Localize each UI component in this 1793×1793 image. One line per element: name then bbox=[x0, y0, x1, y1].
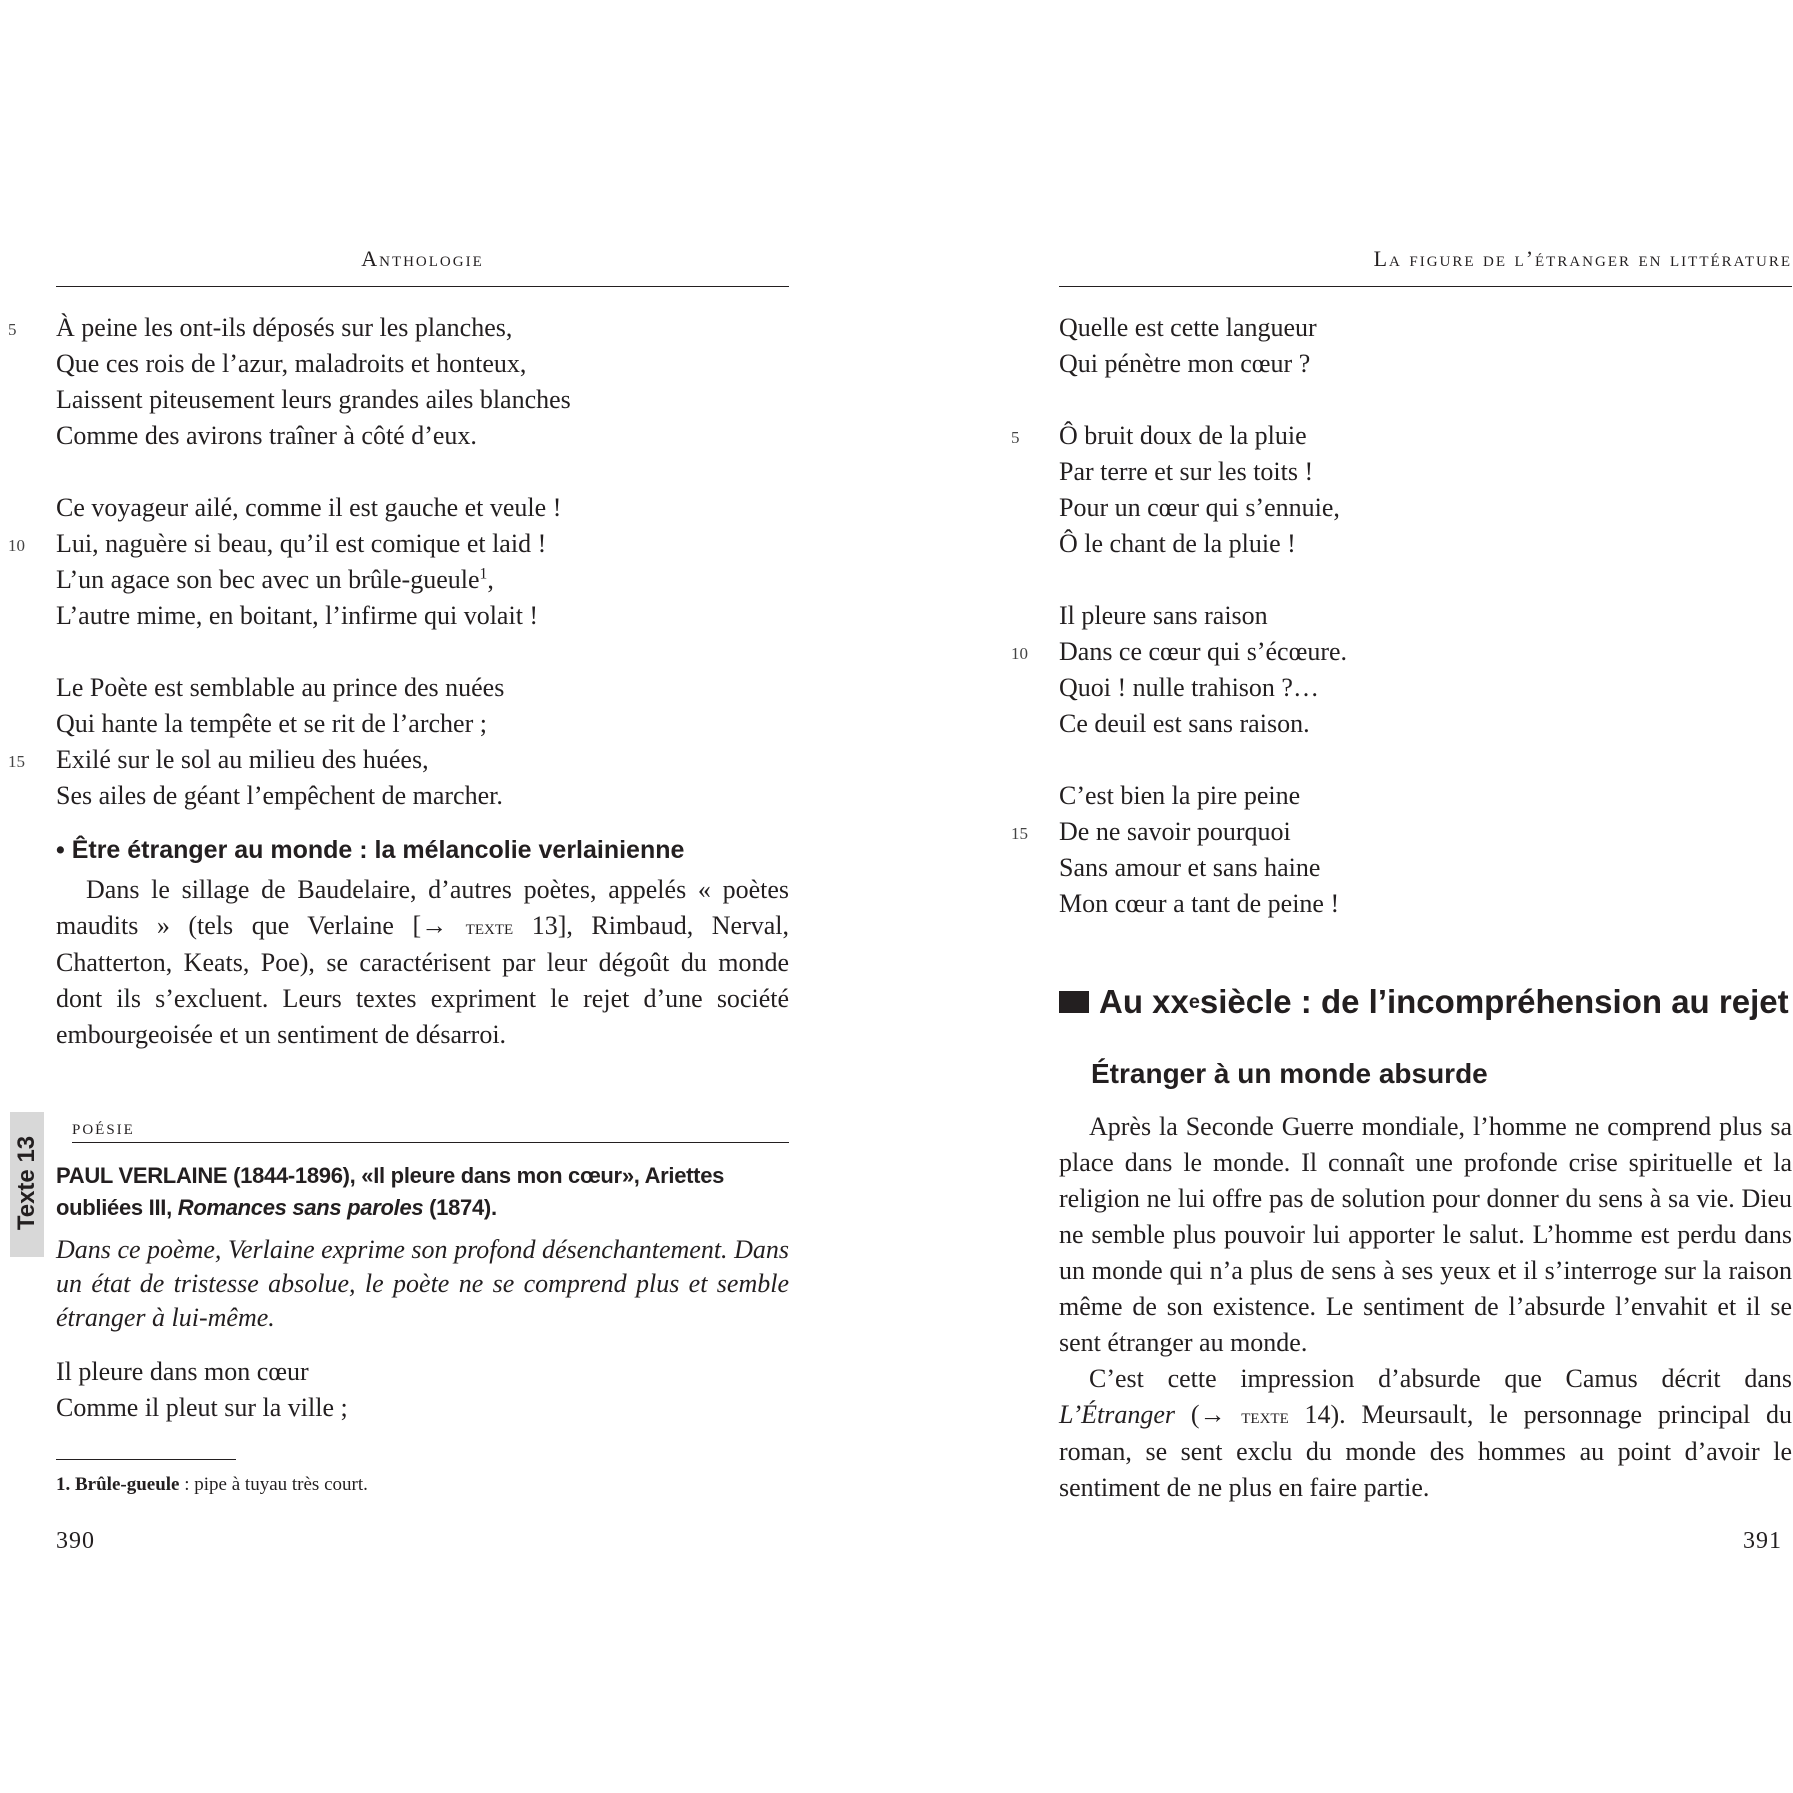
verse-line: C’est bien la pire peine bbox=[1059, 781, 1301, 810]
verse-line: Qui pénètre mon cœur ? bbox=[1059, 349, 1311, 378]
verse-line: Laissent piteusement leurs grandes ailes blanches bbox=[56, 385, 571, 414]
verse-line: Ce voyageur ailé, comme il est gauche et veule ! bbox=[56, 493, 562, 522]
line-number: 15 bbox=[1011, 824, 1028, 843]
poem-opening bbox=[56, 1354, 348, 1426]
verse-line: Il pleure sans raison bbox=[1059, 601, 1268, 630]
poem-continuation bbox=[1011, 310, 1348, 922]
verse-line: Que ces rois de l’azur, maladroits et honteux, bbox=[56, 349, 527, 378]
running-head: Anthologie bbox=[56, 246, 789, 287]
genre-label: poésie bbox=[72, 1116, 789, 1143]
verse-line: Ce deuil est sans raison. bbox=[1059, 709, 1310, 738]
page-number: 390 bbox=[56, 1528, 95, 1554]
verse-line: Sans amour et sans haine bbox=[1059, 853, 1321, 882]
text-reference: PAUL VERLAINE (1844-1896), «Il pleure dans mon cœur», Ariettes oubliées III, Romances sans paroles (1874). bbox=[56, 1163, 725, 1220]
verse-line: Quoi ! nulle trahison ?… bbox=[1059, 673, 1319, 702]
verse-line: Le Poète est semblable au prince des nuées bbox=[56, 673, 505, 702]
verse-line: Mon cœur a tant de peine ! bbox=[1059, 889, 1340, 918]
verse-line: 5 À peine les ont-ils déposés sur les planches, bbox=[56, 310, 571, 346]
section-heading: Au xx e siècle : de l’incompréhension au rejet bbox=[1059, 983, 1789, 1021]
poem-stanzas bbox=[8, 310, 571, 814]
text-tab bbox=[10, 1112, 44, 1257]
body-text bbox=[1059, 1109, 1792, 1506]
running-head: La figure de l’étranger en littérature bbox=[1059, 246, 1792, 287]
verse-line: 15 Exilé sur le sol au milieu des huées, bbox=[56, 742, 571, 778]
line-number: 10 bbox=[8, 536, 25, 555]
footnote: 1. Brûle-gueule : pipe à tuyau très court. bbox=[56, 1474, 368, 1495]
text-tab-label: Texte 13 bbox=[13, 1135, 40, 1231]
verse-line: Quelle est cette langueur bbox=[1059, 313, 1317, 342]
verse-line: Ses ailes de géant l’empêchent de marcher. bbox=[56, 781, 503, 810]
body-paragraph: Après la Seconde Guerre mondiale, l’homme ne comprend plus sa place dans le monde. Il connaît une profonde crise spirituelle et la religion ne lui offre pas de solution pour donner du sens à sa vie. Dieu ne semble plus pouvoir lui apporter le salut. L’homme est perdu dans un monde qui n’a plus de sens à ses yeux et il s’interroge sur la raison même de son existence. Le sentiment de l’absurde l’envahit et il se sent étranger au monde. bbox=[1059, 1112, 1792, 1357]
body-paragraph: C’est cette impression d’absurde que Camus décrit dans L’Étranger (→ texte 14). Meursault, le personnage principal du roman, se sent exclu du monde des hommes au point d’avoir le sentiment de ne plus en faire partie. bbox=[1059, 1364, 1793, 1502]
verse-line: L’un agace son bec avec un brûle-gueule$^1$, bbox=[56, 565, 494, 594]
verse-line: Pour un cœur qui s’ennuie, bbox=[1059, 493, 1340, 522]
verse-line: Comme des avirons traîner à côté d’eux. bbox=[56, 421, 477, 450]
verse-line: 10 Dans ce cœur qui s’écœure. bbox=[1059, 634, 1347, 670]
line-number: 5 bbox=[8, 320, 17, 339]
page-number: 391 bbox=[1743, 1528, 1782, 1554]
right-page bbox=[1000, 0, 1793, 1793]
footnote-divider bbox=[56, 1459, 236, 1460]
body-paragraph: Dans le sillage de Baudelaire, d’autres poètes, appelés « poètes maudits » (tels que Verlaine [→ texte 13], Rimbaud, Nerval, Chatterton, Keats, Poe), se caractérisent par leur dégoût du monde dont ils s’excluent. Leurs textes expriment le rejet d’une société embourgeoisée et un sentiment de désarroi. bbox=[56, 875, 790, 1049]
text-introduction: Dans ce poème, Verlaine exprime son profond désenchantement. Dans un état de tristesse absolue, le poète ne se comprend plus et semble étranger à lui-même. bbox=[56, 1235, 789, 1332]
left-page bbox=[0, 0, 800, 1793]
verse-line: Il pleure dans mon cœur bbox=[56, 1357, 309, 1386]
square-bullet-icon bbox=[1059, 991, 1089, 1013]
line-number: 10 bbox=[1011, 644, 1028, 663]
verse-line: L’autre mime, en boitant, l’infirme qui volait ! bbox=[56, 601, 539, 630]
verse-line: 15 De ne savoir pourquoi bbox=[1059, 814, 1347, 850]
verse-line: 5 Ô bruit doux de la pluie bbox=[1059, 418, 1347, 454]
line-number: 15 bbox=[8, 752, 25, 771]
sub-heading: • Être étranger au monde : la mélancolie verlainienne bbox=[56, 836, 685, 864]
verse-line: Ô le chant de la pluie ! bbox=[1059, 529, 1296, 558]
verse-line: 10 Lui, naguère si beau, qu’il est comique et laid ! bbox=[56, 526, 571, 562]
line-number: 5 bbox=[1011, 428, 1020, 447]
section-subheading: Étranger à un monde absurde bbox=[1091, 1058, 1488, 1089]
verse-line: Par terre et sur les toits ! bbox=[1059, 457, 1314, 486]
verse-line: Qui hante la tempête et se rit de l’archer ; bbox=[56, 709, 487, 738]
footnote-reference: 1 bbox=[479, 565, 488, 583]
verse-line: Comme il pleut sur la ville ; bbox=[56, 1393, 348, 1422]
